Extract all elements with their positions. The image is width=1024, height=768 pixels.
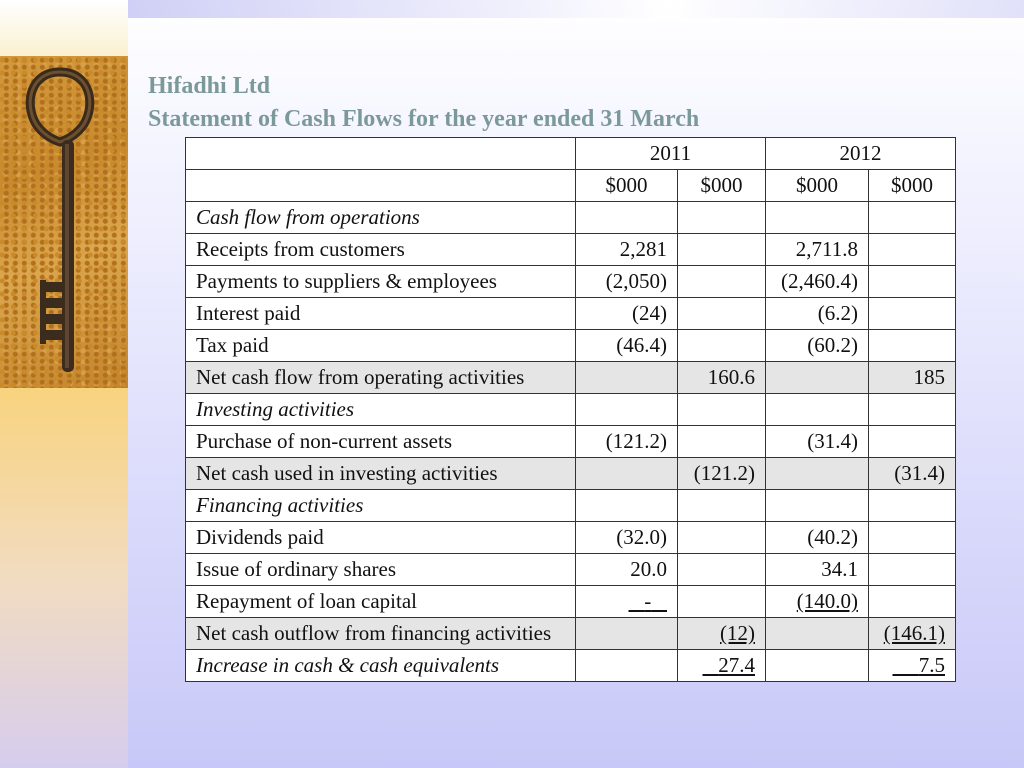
value-cell xyxy=(678,586,766,618)
table-row-purchase-non-current-assets xyxy=(186,426,956,458)
underlined-value: (140.0) xyxy=(796,589,858,613)
value-cell xyxy=(766,394,869,426)
row-label: Issue of ordinary shares xyxy=(186,554,576,586)
underlined-value xyxy=(703,653,756,677)
row-label: Interest paid xyxy=(186,298,576,330)
value-cell xyxy=(766,362,869,394)
row-label: Payments to suppliers & employees xyxy=(186,266,576,298)
value-cell: (2,050) xyxy=(576,266,678,298)
top-shade xyxy=(128,0,1024,18)
value-cell: 20.0 xyxy=(576,554,678,586)
value-cell xyxy=(576,458,678,490)
underlined-value xyxy=(629,589,668,613)
value-cell xyxy=(869,426,956,458)
year-2011-header: 2011 xyxy=(576,138,766,170)
year-2012-header: 2012 xyxy=(766,138,956,170)
row-label: Tax paid xyxy=(186,330,576,362)
header-blank-cell xyxy=(186,138,576,170)
table-row-receipts-from-customers xyxy=(186,234,956,266)
table-row-investing-activities xyxy=(186,394,956,426)
value-cell xyxy=(869,266,956,298)
value-cell xyxy=(576,202,678,234)
value-cell xyxy=(869,298,956,330)
value-cell xyxy=(869,586,956,618)
value-cell xyxy=(678,266,766,298)
value-cell xyxy=(678,426,766,458)
value-cell xyxy=(766,586,869,618)
value-cell: 2,711.8 xyxy=(766,234,869,266)
value-text: 7.5 xyxy=(918,653,945,677)
units-blank-cell xyxy=(186,170,576,202)
value-cell xyxy=(576,618,678,650)
value-cell xyxy=(576,394,678,426)
value-cell: (31.4) xyxy=(869,458,956,490)
value-cell: 2,281 xyxy=(576,234,678,266)
units-cell: $000 xyxy=(576,170,678,202)
value-cell: (6.2) xyxy=(766,298,869,330)
value-cell: (40.2) xyxy=(766,522,869,554)
row-label: Dividends paid xyxy=(186,522,576,554)
row-label: Increase in cash & cash equivalents xyxy=(186,650,576,682)
table-row-payments-to-suppliers xyxy=(186,266,956,298)
units-cell: $000 xyxy=(766,170,869,202)
table-row-issue-ordinary-shares xyxy=(186,554,956,586)
value-cell xyxy=(869,330,956,362)
value-cell xyxy=(766,202,869,234)
row-label: Purchase of non-current assets xyxy=(186,426,576,458)
value-cell xyxy=(678,554,766,586)
row-label: Financing activities xyxy=(186,490,576,522)
value-cell xyxy=(576,362,678,394)
table-row-dividends-paid xyxy=(186,522,956,554)
value-cell xyxy=(766,490,869,522)
value-cell xyxy=(869,202,956,234)
value-cell: (46.4) xyxy=(576,330,678,362)
value-cell: (2,460.4) xyxy=(766,266,869,298)
value-cell: (121.2) xyxy=(678,458,766,490)
key-photo xyxy=(0,56,128,388)
table-row-cash-flow-from-operations xyxy=(186,202,956,234)
units-cell: $000 xyxy=(869,170,956,202)
table-row-tax-paid xyxy=(186,330,956,362)
value-cell xyxy=(869,618,956,650)
value-cell: 160.6 xyxy=(678,362,766,394)
value-cell xyxy=(869,490,956,522)
value-cell xyxy=(576,650,678,682)
underlined-value: (146.1) xyxy=(883,621,945,645)
value-cell xyxy=(678,330,766,362)
value-cell xyxy=(869,394,956,426)
row-label: Net cash outflow from financing activities xyxy=(186,618,576,650)
value-cell xyxy=(678,490,766,522)
row-label: Cash flow from operations xyxy=(186,202,576,234)
value-cell xyxy=(766,650,869,682)
value-cell: 34.1 xyxy=(766,554,869,586)
value-cell xyxy=(869,522,956,554)
value-cell xyxy=(678,202,766,234)
table-row-net-cash-financing xyxy=(186,618,956,650)
value-cell xyxy=(869,650,956,682)
table-row-interest-paid xyxy=(186,298,956,330)
company-name: Hifadhi Ltd xyxy=(148,73,271,99)
value-cell: (60.2) xyxy=(766,330,869,362)
value-cell xyxy=(576,490,678,522)
cash-flow-table xyxy=(185,137,956,682)
page-title xyxy=(148,70,699,136)
value-cell: (121.2) xyxy=(576,426,678,458)
table-row-net-cash-operating xyxy=(186,362,956,394)
value-cell xyxy=(766,618,869,650)
table-row-net-cash-investing xyxy=(186,458,956,490)
value-cell xyxy=(678,234,766,266)
value-cell xyxy=(678,650,766,682)
row-label: Repayment of loan capital xyxy=(186,586,576,618)
value-text: - xyxy=(644,589,652,613)
units-cell: $000 xyxy=(678,170,766,202)
value-cell: (32.0) xyxy=(576,522,678,554)
units-header-row xyxy=(186,170,956,202)
underlined-value xyxy=(893,653,946,677)
value-cell xyxy=(766,458,869,490)
value-text: 27.4 xyxy=(718,653,755,677)
value-cell: 185 xyxy=(869,362,956,394)
table-row-repayment-loan-capital xyxy=(186,586,956,618)
value-cell xyxy=(678,394,766,426)
value-cell xyxy=(576,586,678,618)
row-label: Investing activities xyxy=(186,394,576,426)
year-header-row xyxy=(186,138,956,170)
value-cell xyxy=(869,234,956,266)
value-cell xyxy=(678,618,766,650)
row-label: Net cash flow from operating activities xyxy=(186,362,576,394)
table-row-financing-activities xyxy=(186,490,956,522)
table-row-increase-in-cash xyxy=(186,650,956,682)
key-icon xyxy=(0,56,128,388)
statement-title: Statement of Cash Flows for the year ended 31 March xyxy=(148,106,700,132)
value-cell: (24) xyxy=(576,298,678,330)
row-label: Net cash used in investing activities xyxy=(186,458,576,490)
value-cell xyxy=(678,522,766,554)
value-cell: (31.4) xyxy=(766,426,869,458)
value-cell xyxy=(678,298,766,330)
underlined-value: (12) xyxy=(720,621,755,645)
row-label: Receipts from customers xyxy=(186,234,576,266)
value-cell xyxy=(869,554,956,586)
